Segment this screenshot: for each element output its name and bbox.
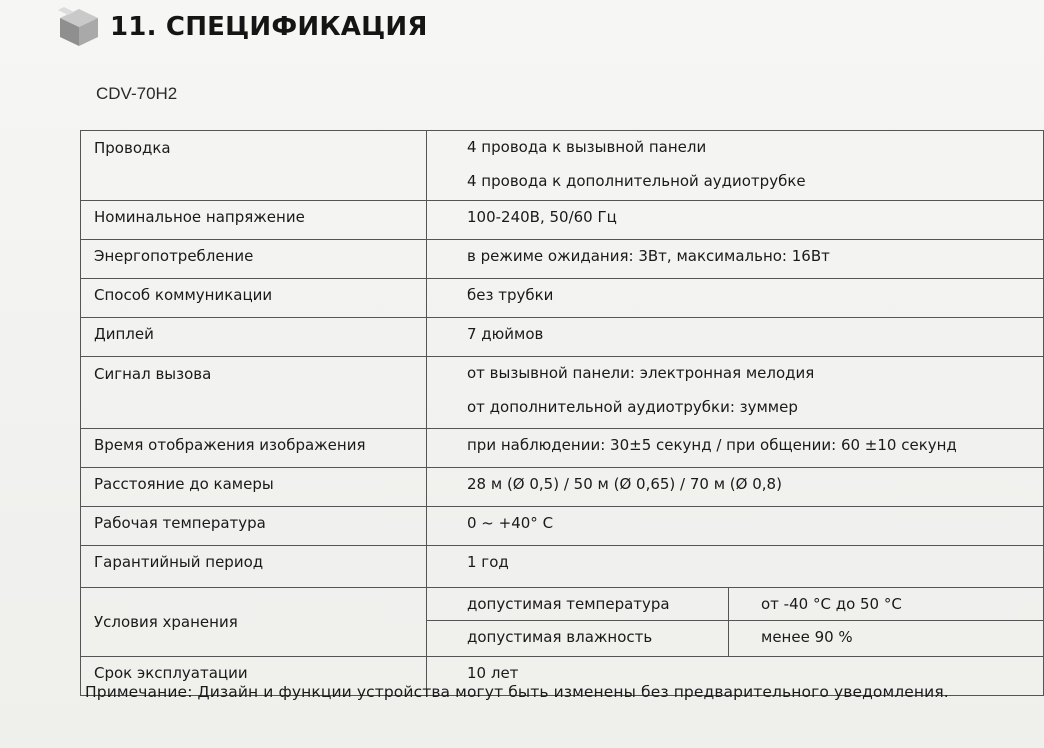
row-label: Сигнал вызова	[81, 357, 427, 429]
table-row	[81, 588, 1044, 621]
row-label: Энергопотребление	[81, 240, 427, 279]
storage-label: Условия хранения	[81, 588, 427, 657]
row-label: Номинальное напряжение	[81, 201, 427, 240]
row-label: Расстояние до камеры	[81, 468, 427, 507]
table-row	[81, 546, 1044, 588]
row-label: Диплей	[81, 318, 427, 357]
table-row	[81, 279, 1044, 318]
row-label: Время отображения изображения	[81, 429, 427, 468]
row-value: 7 дюймов	[427, 318, 1044, 357]
table-row	[81, 201, 1044, 240]
table-row	[81, 131, 1044, 201]
row-label: Срок эксплуатации	[81, 657, 427, 696]
row-label: Рабочая температура	[81, 507, 427, 546]
table-row	[81, 429, 1044, 468]
section-title: 11. СПЕЦИФИКАЦИЯ	[110, 12, 428, 42]
model-name: CDV-70H2	[96, 84, 178, 103]
row-value: 100-240В, 50/60 Гц	[427, 201, 1044, 240]
row-label: Проводка	[81, 131, 427, 201]
row-label: Гарантийный период	[81, 546, 427, 588]
table-row	[81, 357, 1044, 429]
row-value: 10 лет	[427, 657, 1044, 696]
spec-table	[80, 130, 1044, 696]
row-value: 4 провода к вызывной панели 4 провода к дополнительной аудиотрубке	[427, 131, 1044, 201]
storage-item-name: допустимая влажность	[427, 621, 729, 657]
storage-item-value: от -40 °С до 50 °С	[729, 588, 1044, 621]
table-row	[81, 240, 1044, 279]
row-value: от вызывной панели: электронная мелодия от дополнительной аудиотрубки: зуммер	[427, 357, 1044, 429]
storage-item-name: допустимая температура	[427, 588, 729, 621]
row-value: 1 год	[427, 546, 1044, 588]
cube-icon	[58, 7, 100, 47]
row-value: в режиме ожидания: 3Вт, максимально: 16Вт	[427, 240, 1044, 279]
section-heading	[58, 4, 428, 50]
footnote: Примечание: Дизайн и функции устройства могут быть изменены без предварительного уведомления.	[85, 683, 949, 701]
row-value: 28 м (Ø 0,5) / 50 м (Ø 0,65) / 70 м (Ø 0,8)	[427, 468, 1044, 507]
row-value: без трубки	[427, 279, 1044, 318]
table-row	[81, 468, 1044, 507]
row-label: Способ коммуникации	[81, 279, 427, 318]
table-row	[81, 507, 1044, 546]
row-value: при наблюдении: 30±5 секунд / при общении: 60 ±10 секунд	[427, 429, 1044, 468]
table-row	[81, 318, 1044, 357]
row-value: 0 ~ +40° С	[427, 507, 1044, 546]
storage-item-value: менее 90 %	[729, 621, 1044, 657]
